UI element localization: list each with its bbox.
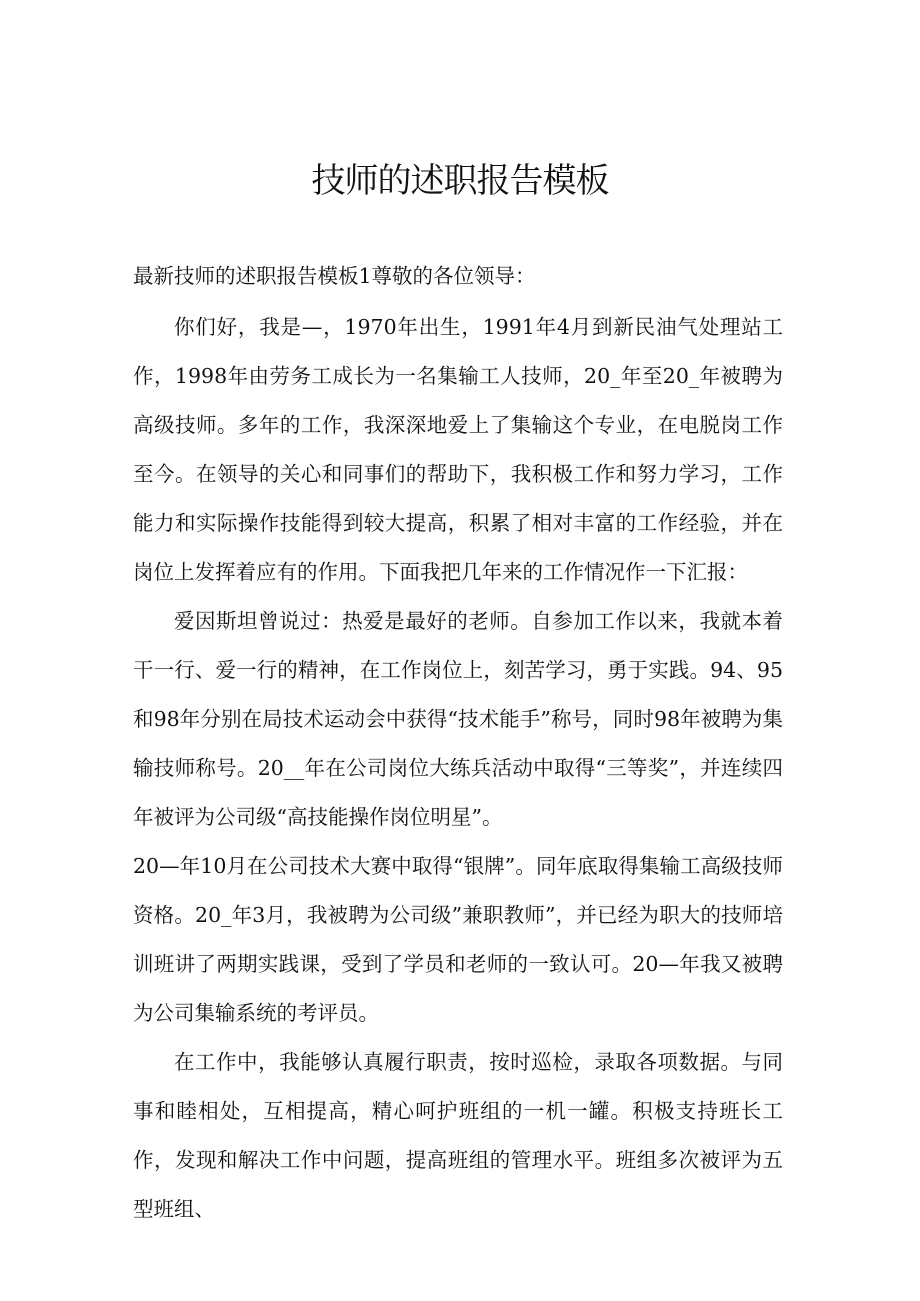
document-body — [133, 252, 783, 1234]
paragraph-qualifications: 20—年10月在公司技术大赛中取得“银牌”。同年底取得集输工高级技师资格。20_年3月，我被聘为公司级”兼职教师”，并已经为职大的技师培训班讲了两期实践课，受到了学员和老师的一致认可。20—年我又被聘为公司集输系统的考评员。 — [133, 854, 783, 1025]
paragraph-introduction: 你们好，我是—，1970年出生，1991年4月到新民油气处理站工作，1998年由劳务工成长为一名集输工人技师，20_年至20_年被聘为高级技师。多年的工作，我深深地爱上了集输这个专业，在电脱岗工作至今。在领导的关心和同事们的帮助下，我积极工作和努力学习，工作能力和实际操作技能得到较大提高，积累了相对丰富的工作经验，并在岗位上发挥着应有的作用。下面我把几年来的工作情况作一下汇报： — [133, 315, 783, 584]
paragraph-work-duties: 在工作中，我能够认真履行职责，按时巡检，录取各项数据。与同事和睦相处，互相提高，精心呵护班组的一机一罐。积极支持班长工作，发现和解决工作中问题，提高班组的管理水平。班组多次被评为五型班组、 — [133, 1050, 783, 1221]
document-title: 技师的述职报告模板 — [311, 161, 609, 201]
paragraph-salutation: 最新技师的述职报告模板1尊敬的各位领导： — [133, 264, 536, 288]
paragraph-achievements: 爱因斯坦曾说过：热爱是最好的老师。自参加工作以来，我就本着干一行、爱一行的精神，在工作岗位上，刻苦学习，勇于实践。94、95和98年分别在局技术运动会中获得“技术能手”称号，同时98年被聘为集输技师称号。20__年在公司岗位大练兵活动中取得“三等奖”，并连续四年被评为公司级“高技能操作岗位明星”。 — [133, 609, 783, 829]
